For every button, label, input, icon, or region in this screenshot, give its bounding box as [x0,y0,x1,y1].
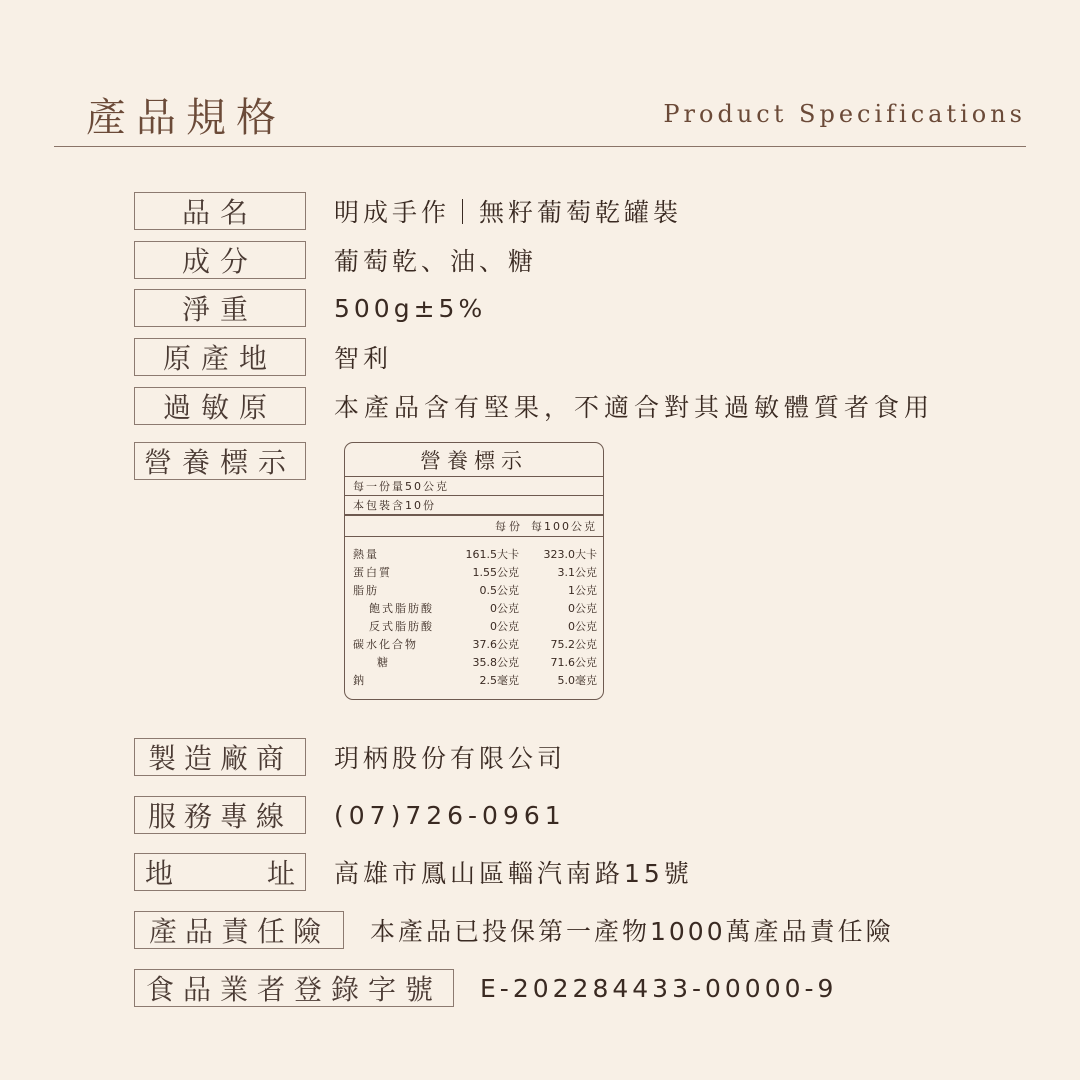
nutrient-per-100g: 1公克 [568,584,597,597]
nutrition-row [345,563,603,581]
nutrition-row [345,617,603,635]
nutrient-per-serving: 161.5大卡 [465,548,519,561]
value-hotline: (07)726-0961 [334,800,566,830]
spec-row-address [134,853,693,891]
nutrition-servings: 本包裝含10份 [345,496,603,516]
label-origin: 原產地 [134,338,306,376]
nutrient-name: 反式脂肪酸 [369,620,434,633]
spec-row-hotline [134,796,566,834]
page-title-en: Product Specifications [663,100,1026,128]
nutrient-per-100g: 323.0大卡 [543,548,597,561]
spec-row-ingredients [134,241,537,279]
nutrient-per-serving: 35.8公克 [472,656,519,669]
label-address-left: 地 [145,857,174,890]
value-insurance: 本產品已投保第一產物1000萬產品責任險 [370,917,894,946]
label-manufacturer: 製造廠商 [134,738,306,776]
nutrition-row [345,653,603,671]
spec-row-manufacturer [134,738,566,776]
spec-row-insurance [134,911,894,949]
nutrient-per-serving: 1.55公克 [472,566,519,579]
nutrition-serving-size: 每一份量50公克 [345,477,603,496]
label-nutrition: 營養標示 [134,442,306,480]
label-registration: 食品業者登錄字號 [134,969,454,1007]
nutrition-title: 營養標示 [345,443,603,477]
nutrient-name: 熱量 [353,548,379,561]
nutrient-name: 糖 [377,656,390,669]
label-address-right: 址 [266,857,295,890]
spec-row-net-weight [134,289,486,327]
nutrition-row [345,599,603,617]
nutrient-per-100g: 75.2公克 [550,638,597,651]
nutrition-row [345,671,603,689]
label-address [134,853,306,891]
nutrient-per-100g: 0公克 [568,620,597,633]
spec-row-allergen [134,387,934,425]
nutrition-row [345,581,603,599]
nutrition-rows [345,537,603,689]
label-insurance: 產品責任險 [134,911,344,949]
value-net-weight: 500g±5% [334,293,487,323]
nutrient-per-serving: 0.5公克 [479,584,519,597]
nutrient-per-100g: 5.0毫克 [557,674,597,687]
nutrient-per-serving: 37.6公克 [472,638,519,651]
spec-row-origin [134,338,392,376]
nutrient-per-serving: 0公克 [490,602,519,615]
col-per-100g: 每100公克 [531,520,597,533]
spec-row-product-name [134,192,682,230]
col-per-serving: 每份 [495,520,523,533]
value-allergen: 本產品含有堅果，不適合對其過敏體質者食用 [334,393,935,422]
value-registration: E-202284433-00000-9 [480,973,838,1003]
label-ingredients: 成分 [134,241,306,279]
nutrient-per-100g: 3.1公克 [557,566,597,579]
nutrition-facts-panel [344,442,604,700]
nutrient-per-100g: 71.6公克 [550,656,597,669]
spec-row-nutrition [134,442,306,480]
value-address: 高雄市鳳山區輜汽南路15號 [334,859,693,888]
label-allergen: 過敏原 [134,387,306,425]
label-net-weight: 淨重 [134,289,306,327]
page-title-cn: 產品規格 [86,95,286,141]
nutrient-name: 碳水化合物 [353,638,418,651]
nutrient-per-100g: 0公克 [568,602,597,615]
nutrition-column-header [345,516,603,537]
value-origin: 智利 [334,344,393,373]
nutrient-per-serving: 2.5毫克 [479,674,519,687]
nutrient-name: 飽式脂肪酸 [369,602,434,615]
nutrient-name: 脂肪 [353,584,379,597]
nutrient-per-serving: 0公克 [490,620,519,633]
header-divider [54,146,1026,147]
nutrient-name: 蛋白質 [353,566,392,579]
nutrient-name: 鈉 [353,674,366,687]
label-hotline: 服務專線 [134,796,306,834]
spec-row-registration [134,969,837,1007]
value-ingredients: 葡萄乾、油、糖 [334,247,538,276]
value-manufacturer: 玥柄股份有限公司 [334,744,567,773]
nutrition-row [345,545,603,563]
value-product-name: 明成手作｜無籽葡萄乾罐裝 [334,198,683,227]
label-product-name: 品名 [134,192,306,230]
nutrition-row [345,635,603,653]
